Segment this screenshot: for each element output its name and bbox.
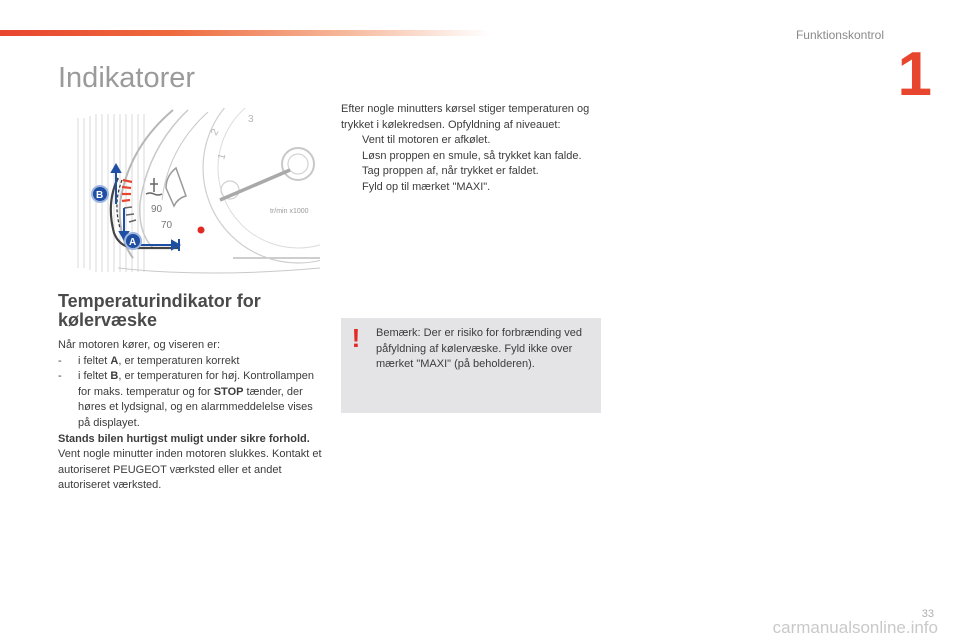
list-dash: -: [58, 370, 62, 383]
caution-note-text: Bemærk: Der er risiko for forbrænding ved påfyldning af kølervæske. Fyld ikke over mærket "MAXI" (på beholderen).: [376, 327, 583, 371]
item-a-prefix: i feltet: [78, 354, 111, 367]
page-title: Indikatorer: [58, 62, 196, 94]
refill-step: [341, 164, 591, 180]
coolant-after-text: Vent nogle minutter inden motoren slukkes. Kontakt et autoriseret PEUGEOT værksted eller et andet autoriseret værksted.: [58, 448, 322, 492]
coolant-body: [58, 338, 326, 494]
chapter-number: 1: [897, 40, 932, 109]
stop-warning: Stands bilen hurtigst muligt under sikre forhold.: [58, 432, 310, 445]
step-bullet-icon: [341, 180, 362, 196]
header-accent-bar: [0, 30, 490, 36]
zone-a-label: A: [129, 237, 137, 248]
gauge-tick-70: 70: [161, 220, 173, 231]
item-b-suffix: , er temperaturen for høj. Kontrollampen for maks. temperatur og for: [78, 370, 315, 398]
coolant-intro: Når motoren kører, og viseren er:: [58, 339, 221, 351]
refill-step-text: Vent til motoren er afkølet.: [362, 134, 491, 147]
instrument-cluster-drawing: [58, 108, 320, 278]
step-bullet-icon: [341, 149, 362, 165]
refill-section: [341, 102, 591, 196]
zone-b-label: B: [96, 190, 104, 201]
item-b-prefix: i feltet: [78, 370, 111, 383]
field-b-ref: B: [110, 370, 119, 383]
refill-step-text: Løsn proppen en smule, så trykket kan falde.: [362, 149, 582, 162]
item-a-suffix: , er temperaturen korrekt: [118, 354, 240, 367]
svg-text:1: 1: [216, 152, 229, 161]
refill-step: [341, 180, 591, 196]
refill-intro: Efter nogle minutters kørsel stiger temperaturen og trykket i kølekredsen. Opfyldning af niveauet:: [341, 103, 590, 131]
list-item-a: [58, 354, 326, 370]
list-item-b: [58, 369, 326, 431]
watermark: carmanualsonline.info: [772, 618, 938, 637]
coolant-heading: Temperaturindikator for kølervæske: [58, 291, 261, 330]
gauge-illustration: [58, 108, 320, 278]
item-b-suffix2: tænder, der høres et lydsignal, og en alarmmeddelelse vises på displayet.: [78, 385, 313, 429]
tacho-unit-text: tr/min x1000: [270, 208, 309, 215]
refill-step-text: Tag proppen af, når trykket er faldet.: [362, 165, 539, 178]
field-a-ref: A: [110, 354, 119, 367]
refill-step-text: Fyld op til mærket "MAXI".: [362, 180, 491, 193]
section-label: Funktionskontrol: [795, 28, 884, 42]
refill-step: [341, 133, 591, 149]
step-bullet-icon: [341, 164, 362, 180]
warning-exclamation-icon: !: [351, 323, 361, 353]
svg-text:3: 3: [248, 114, 254, 125]
warning-lamp-dot: [198, 227, 205, 234]
svg-text:2: 2: [209, 127, 222, 138]
stop-label: STOP: [213, 385, 244, 398]
refill-step: [341, 149, 591, 165]
page-number: 33: [921, 608, 934, 620]
caution-note: [341, 318, 601, 413]
list-dash: -: [58, 354, 62, 367]
gauge-tick-90: 90: [151, 204, 163, 215]
step-bullet-icon: [341, 133, 362, 149]
